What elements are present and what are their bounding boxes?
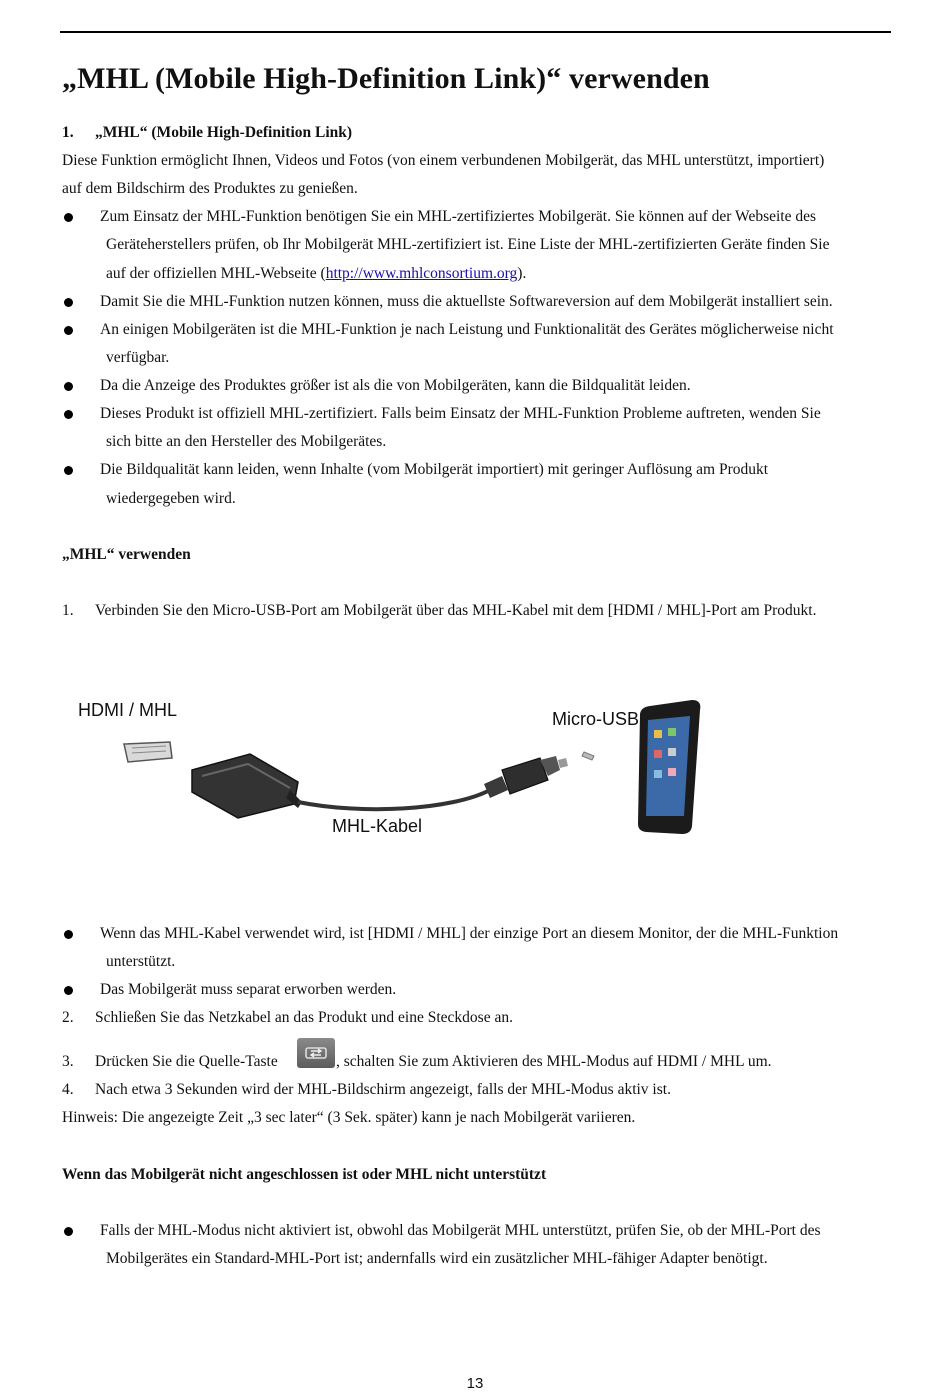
step4-number: 4. [62,1081,74,1098]
section1-heading: „MHL“ (Mobile High-Definition Link) [95,124,353,141]
step1-number: 1. [62,602,74,619]
section2-bullet1-line2: unterstützt. [106,953,176,970]
step2-number: 2. [62,1009,74,1026]
page-number: 13 [466,1375,484,1392]
bullet6-line1: Die Bildqualität kann leiden, wenn Inhalte (vom Mobilgerät importiert) mit geringer Auflösung am Produkt [100,461,769,478]
step1-text: Verbinden Sie den Micro-USB-Port am Mobilgerät über das MHL-Kabel mit dem [HDMI / MHL]-Port am Produkt. [95,602,817,619]
step3-number: 3. [62,1053,74,1070]
bullet-dot [64,930,73,939]
step4-text: Nach etwa 3 Sekunden wird der MHL-Bildschirm angezeigt, falls der MHL-Modus aktiv ist. [95,1081,671,1098]
section3-bullet-line1: Falls der MHL-Modus nicht aktiviert ist, obwohl das Mobilgerät MHL unterstützt, prüfen Sie, ob der MHL-Port des [100,1222,821,1239]
mhl-cable-line [298,790,490,809]
smartphone-icon [638,700,700,834]
label-mhl-cable: MHL-Kabel [332,816,423,836]
bullet3-line1: An einigen Mobilgeräten ist die MHL-Funktion je nach Leistung und Funktionalität des Gerätes möglicherweise nicht [100,321,834,338]
bullet-dot [64,1227,73,1236]
bullet1-line3-suffix: ). [517,265,527,282]
step2-text: Schließen Sie das Netzkabel an das Produkt und eine Steckdose an. [95,1009,513,1026]
page-title: „MHL (Mobile High-Definition Link)“ verwenden [62,62,710,95]
section1-intro-line1: Diese Funktion ermöglicht Ihnen, Videos und Fotos (von einem verbundenen Mobilgerät, das MHL unterstützt, importiert) [62,152,825,169]
bullet-dot [64,326,73,335]
section2-bullet2-line1: Das Mobilgerät muss separat erworben werden. [100,981,397,998]
step3-suffix: , schalten Sie zum Aktivieren des MHL-Modus auf HDMI / MHL um. [336,1053,772,1070]
section2-bullet1-line1: Wenn das MHL-Kabel verwendet wird, ist [HDMI / MHL] der einzige Port an diesem Monitor, der die MHL-Funktion [100,925,839,942]
bullet-dot [64,382,73,391]
section3-heading: Wenn das Mobilgerät nicht angeschlossen ist oder MHL nicht unterstützt [62,1166,547,1183]
bullet2-line1: Damit Sie die MHL-Funktion nutzen können, muss die aktuellste Softwareversion auf dem Mobilgerät installiert sein. [100,293,833,310]
note-text: Hinweis: Die angezeigte Zeit „3 sec later“ (3 Sek. später) kann je nach Mobilgerät variieren. [62,1109,636,1126]
micro-usb-port-icon [582,752,594,760]
hdmi-port-icon [124,742,172,762]
label-micro-usb: Micro-USB [552,709,640,729]
bullet-dot [64,298,73,307]
mhl-connection-figure [62,640,712,850]
hdmi-connector-icon [192,754,302,818]
bullet1-line2: Geräteherstellers prüfen, ob Ihr Mobilgerät MHL-zertifiziert ist. Eine Liste der MHL-zertifizierten Geräte finden Sie [106,236,830,253]
micro-usb-connector-icon [484,756,568,798]
section1-number: 1. [62,124,74,141]
mhl-consortium-link[interactable]: http://www.mhlconsortium.org [325,265,518,282]
bullet6-line2: wiedergegeben wird. [106,490,236,507]
bullet-dot [64,466,73,475]
source-button-icon [297,1038,335,1068]
bullet4-line1: Da die Anzeige des Produktes größer ist als die von Mobilgeräten, kann die Bildqualität leiden. [100,377,691,394]
bullet1-line1: Zum Einsatz der MHL-Funktion benötigen Sie ein MHL-zertifiziertes Mobilgerät. Sie können auf der Webseite des [100,208,817,225]
bullet-dot [64,410,73,419]
section3-bullet-line2: Mobilgerätes ein Standard-MHL-Port ist; andernfalls wird ein zusätzlicher MHL-fähiger Adapter benötigt. [106,1250,768,1267]
label-hdmi-mhl: HDMI / MHL [78,700,177,720]
bullet-dot [64,986,73,995]
bullet5-line2: sich bitte an den Hersteller des Mobilgerätes. [106,433,387,450]
bullet1-line3 [106,264,526,284]
bullet5-line1: Dieses Produkt ist offiziell MHL-zertifiziert. Falls beim Einsatz der MHL-Funktion Probleme auftreten, wenden Sie [100,405,821,422]
bullet3-line2: verfügbar. [106,349,170,366]
section2-heading: „MHL“ verwenden [62,546,191,563]
step3-prefix: Drücken Sie die Quelle-Taste [95,1053,278,1070]
section1-intro-line2: auf dem Bildschirm des Produktes zu genießen. [62,180,358,197]
bullet1-line3-prefix: auf der offiziellen MHL-Webseite ( [106,265,326,282]
top-rule [60,31,891,33]
bullet-dot [64,213,73,222]
